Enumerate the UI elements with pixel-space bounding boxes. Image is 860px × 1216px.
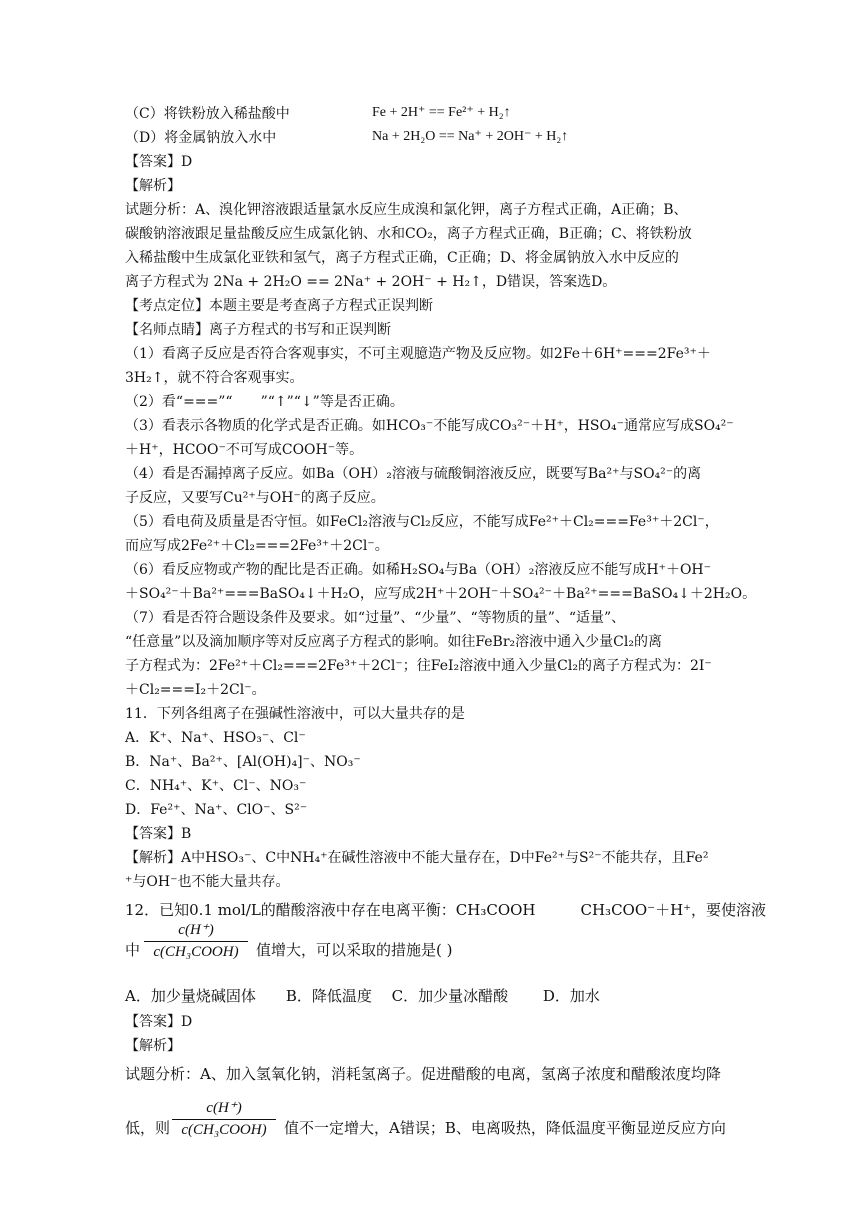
tip-text: 子反应，又要写Cu²⁺与OH⁻的离子反应。 bbox=[125, 490, 385, 506]
tip-text: （3）看表示各物质的化学式是否正确。如HCO₃⁻不能写成CO₃²⁻＋H⁺，HSO₄⁻通常应写成SO₄²⁻ bbox=[125, 418, 734, 434]
question-11-option-d: D．Fe²⁺、Na⁺、ClO⁻、S²⁻ bbox=[125, 802, 308, 818]
fraction-denominator: c(CH₃COOH) bbox=[181, 1122, 267, 1138]
tip-text: （6）看反应物或产物的配比是否正确。如稀H₂SO₄与Ba（OH）₂溶液反应不能写成H⁺＋OH⁻ bbox=[125, 562, 712, 578]
option-d-text: （D）将金属钠放入水中 bbox=[125, 130, 277, 146]
fraction-numerator: c(H⁺) bbox=[144, 920, 248, 942]
analysis-text: 试题分析：A、溴化钾溶液跟适量氯水反应生成溴和氯化钾，离子方程式正确，A正确；B、 bbox=[125, 202, 688, 218]
tip-text: ＋H⁺，HCOO⁻不可写成COOH⁻等。 bbox=[125, 442, 364, 458]
question-11-option-a: A．K⁺、Na⁺、HSO₃⁻、Cl⁻ bbox=[125, 730, 306, 746]
question-12-prefix: 中 bbox=[125, 941, 141, 959]
tip-text: 3H₂↑，就不符合客观事实。 bbox=[125, 370, 304, 386]
question-12-stem: 12．已知0.1 mol/L的醋酸溶液中存在电离平衡：CH₃COOH CH₃COO⁻＋H⁺，要使溶液 bbox=[125, 901, 767, 919]
option-c-text: （C）将铁粉放入稀盐酸中 bbox=[125, 106, 290, 122]
question-11-stem: 11．下列各组离子在强碱性溶液中，可以大量共存的是 bbox=[125, 706, 465, 722]
tip-text: （5）看电荷及质量是否守恒。如FeCl₂溶液与Cl₂反应，不能写成Fe²⁺＋Cl₂===Fe³⁺＋2Cl⁻， bbox=[125, 514, 719, 530]
fraction-denominator: c(CH₃COOH) bbox=[153, 944, 239, 960]
tip-text: ＋SO₄²⁻＋Ba²⁺===BaSO₄↓＋H₂O，应写成2H⁺＋2OH⁻＋SO₄²⁻＋Ba²⁺===BaSO₄↓＋2H₂O。 bbox=[125, 586, 757, 602]
question-12-options: A．加少量烧碱固体 B．降低温度 C．加少量冰醋酸 D．加水 bbox=[125, 987, 600, 1005]
fraction-numerator: c(H⁺) bbox=[172, 1098, 276, 1120]
analysis-label: 【解析】 bbox=[125, 178, 181, 194]
question-11-answer: 【答案】B bbox=[125, 826, 192, 842]
tip-text: （2）看“===”“ ”“↑”“↓”等是否正确。 bbox=[125, 394, 404, 410]
question-11-option-c: C．NH₄⁺、K⁺、Cl⁻、NO₃⁻ bbox=[125, 778, 307, 794]
analysis-text: 离子方程式为 2Na + 2H₂O == 2Na⁺ + 2OH⁻ + H₂↑，D错误，答案选D。 bbox=[125, 274, 617, 290]
tip-text: 子方程式为：2Fe²⁺＋Cl₂===2Fe³⁺＋2Cl⁻；往FeI₂溶液中通入少量Cl₂的离子方程式为：2I⁻ bbox=[125, 658, 712, 674]
question-11-analysis: 【解析】A中HSO₃⁻、C中NH₄⁺在碱性溶液中不能大量存在，D中Fe²⁺与S²⁻不能共存，且Fe² bbox=[125, 850, 709, 866]
teacher-tip-heading: 【名师点睛】离子方程式的书写和正误判断 bbox=[125, 322, 391, 338]
tip-text: 而应写成2Fe²⁺＋Cl₂===2Fe³⁺＋2Cl⁻。 bbox=[125, 538, 389, 554]
analysis-fraction bbox=[172, 1098, 276, 1139]
knowledge-point: 【考点定位】本题主要是考查离子方程式正误判断 bbox=[125, 298, 433, 314]
answer-line: 【答案】D bbox=[125, 154, 193, 170]
tip-text: （4）看是否漏掉离子反应。如Ba（OH）₂溶液与硫酸铜溶液反应，既要写Ba²⁺与SO₄²⁻的离 bbox=[125, 466, 702, 482]
tip-text: ＋Cl₂===I₂＋2Cl⁻。 bbox=[125, 682, 266, 698]
question-12-analysis-suffix: 值不一定增大，A错误；B、电离吸热，降低温度平衡显逆反应方向 bbox=[284, 1119, 726, 1137]
analysis-text: 入稀盐酸中生成氯化亚铁和氢气，离子方程式正确，C正确；D、将金属钠放入水中反应的 bbox=[125, 250, 679, 266]
question-12-answer: 【答案】D bbox=[125, 1014, 193, 1030]
question-12-analysis-label: 【解析】 bbox=[125, 1038, 181, 1054]
tip-text: （7）看是否符合题设条件及要求。如“过量”、“少量”、“等物质的量”、“适量”、 bbox=[125, 610, 626, 626]
tip-text: “任意量”以及滴加顺序等对反应离子方程式的影响。如往FeBr₂溶液中通入少量Cl₂的离 bbox=[125, 634, 662, 650]
tip-text: （1）看离子反应是否符合客观事实，不可主观臆造产物及反应物。如2Fe＋6H⁺===2Fe³⁺＋ bbox=[125, 346, 711, 362]
option-d-equation: Na + 2H₂O == Na⁺ + 2OH⁻ + H₂↑ bbox=[372, 129, 569, 144]
question-12-analysis-prefix: 低，则 bbox=[125, 1119, 171, 1137]
question-11-option-b: B．Na⁺、Ba²⁺、[Al(OH)₄]⁻、NO₃⁻ bbox=[125, 754, 361, 770]
question-12-suffix: 值增大，可以采取的措施是( ) bbox=[256, 941, 453, 959]
question-11-analysis: ⁺与OH⁻也不能大量共存。 bbox=[125, 874, 290, 890]
question-12-fraction bbox=[144, 920, 248, 961]
analysis-text: 碳酸钠溶液跟足量盐酸反应生成氯化钠、水和CO₂，离子方程式正确，B正确；C、将铁粉放 bbox=[125, 226, 692, 242]
question-12-analysis: 试题分析：A、加入氢氧化钠，消耗氢离子。促进醋酸的电离，氢离子浓度和醋酸浓度均降 bbox=[125, 1065, 721, 1083]
option-c-equation: Fe + 2H⁺ == Fe²⁺ + H₂↑ bbox=[372, 105, 511, 120]
